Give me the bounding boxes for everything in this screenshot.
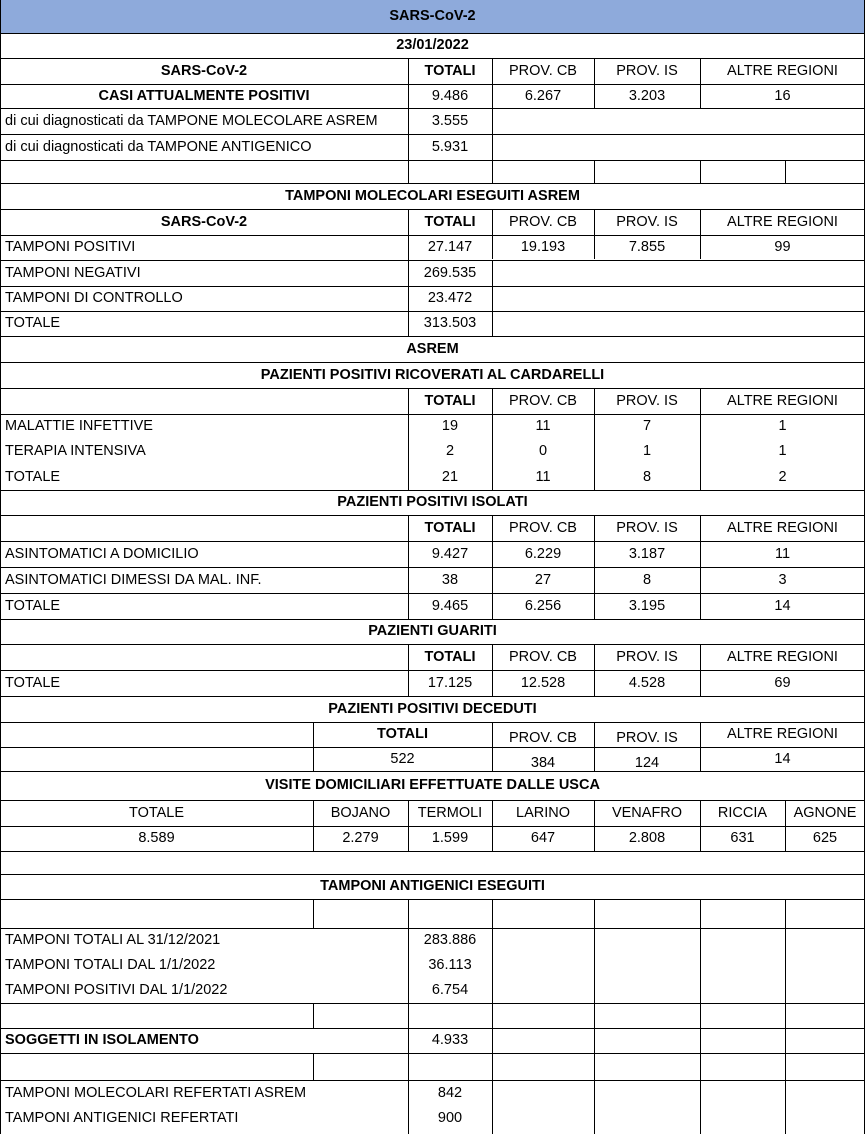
col-altre-regioni: ALTRE REGIONI xyxy=(727,519,838,536)
grid-line-h xyxy=(0,183,865,184)
col-prov-cb: PROV. CB xyxy=(509,62,577,79)
positivi-label: SARS-CoV-2 xyxy=(160,62,248,79)
grid-line-v xyxy=(700,209,701,259)
grid-line-h xyxy=(0,670,865,671)
col-prov-is: PROV. IS xyxy=(616,62,678,79)
grid-line-v xyxy=(313,800,314,851)
grid-line-h xyxy=(0,160,865,161)
table-row-label: ASINTOMATICI DIMESSI DA MAL. INF. xyxy=(5,571,262,588)
grid-line-h xyxy=(0,567,865,568)
grid-line-v xyxy=(492,899,493,1134)
table-cell: 17.125 xyxy=(427,674,473,691)
usca-header: LARINO xyxy=(516,804,570,821)
table-row-label: TAMPONI TOTALI DAL 1/1/2022 xyxy=(5,957,216,974)
grid-line-v xyxy=(594,209,595,259)
isolamento-value: 4.933 xyxy=(431,1032,469,1049)
table-cell: 99 xyxy=(774,239,791,256)
grid-line-h xyxy=(0,209,865,210)
col-prov-is: PROV. IS xyxy=(616,213,678,230)
col-totali: TOTALI xyxy=(424,519,476,536)
col-prov-cb: PROV. CB xyxy=(509,213,577,230)
grid-line-v xyxy=(700,722,701,771)
col-totali: TOTALI xyxy=(424,392,476,409)
table-cell: 3 xyxy=(778,571,787,588)
table-row-label: TOTALE xyxy=(5,674,61,691)
casi-positivi-label: CASI ATTUALMENTE POSITIVI xyxy=(98,87,310,104)
grid-line-v xyxy=(0,0,1,1134)
grid-line-v xyxy=(785,899,786,1134)
table-cell: 7.855 xyxy=(628,239,666,256)
grid-line-v xyxy=(492,800,493,851)
grid-line-v xyxy=(594,800,595,851)
grid-line-h xyxy=(0,235,865,236)
grid-line-h xyxy=(0,1028,865,1029)
grid-line-v xyxy=(785,160,786,183)
grid-line-h xyxy=(0,722,865,723)
grid-line-v xyxy=(492,58,493,160)
casi-altre: 16 xyxy=(774,87,791,104)
grid-line-v xyxy=(408,899,409,928)
table-row-label: TOTALE xyxy=(5,468,61,485)
grid-line-h xyxy=(0,874,865,875)
table-cell: 8 xyxy=(642,468,652,485)
table-cell: 27.147 xyxy=(427,239,473,256)
grid-line-h xyxy=(0,899,865,900)
grid-line-h xyxy=(0,619,865,620)
table-cell: 38 xyxy=(441,571,459,588)
grid-line-v xyxy=(492,722,493,771)
table-cell: 900 xyxy=(437,1110,463,1127)
grid-line-v xyxy=(594,899,595,1134)
table-row-label: TOTALE xyxy=(5,315,61,332)
casi-cb: 6.267 xyxy=(524,87,562,104)
grid-line-v xyxy=(700,160,701,183)
table-cell: 27 xyxy=(534,571,552,588)
report-date: 23/01/2022 xyxy=(396,37,469,54)
grid-line-h xyxy=(0,515,865,516)
grid-line-v xyxy=(785,800,786,851)
sheet-title: SARS-CoV-2 xyxy=(0,0,865,33)
asrem-heading: ASREM xyxy=(406,340,459,357)
table-cell: 3.195 xyxy=(628,597,666,614)
col-totali: TOTALI xyxy=(424,648,476,665)
table-cell: 4.528 xyxy=(628,674,666,691)
grid-line-h xyxy=(0,1080,865,1081)
grid-line-h xyxy=(0,696,865,697)
table-row-label: TAMPONI TOTALI AL 31/12/2021 xyxy=(5,932,221,949)
col-totali: TOTALI xyxy=(424,62,476,79)
grid-line-h xyxy=(0,747,865,748)
grid-line-v xyxy=(408,1003,409,1028)
grid-line-v xyxy=(408,1028,409,1053)
col-altre-regioni: ALTRE REGIONI xyxy=(727,648,838,665)
col-prov-cb: PROV. CB xyxy=(509,648,577,665)
grid-line-h xyxy=(0,336,865,337)
col-altre-regioni: ALTRE REGIONI xyxy=(727,392,838,409)
grid-line-v xyxy=(594,644,595,696)
table-cell: 269.535 xyxy=(423,264,477,281)
col-altre-regioni: ALTRE REGIONI xyxy=(727,726,838,743)
grid-line-h xyxy=(0,928,865,929)
col-prov-is: PROV. IS xyxy=(616,648,678,665)
deceduti-heading: PAZIENTI POSITIVI DECEDUTI xyxy=(328,700,537,717)
grid-line-v xyxy=(313,1053,314,1080)
grid-line-v xyxy=(492,209,493,259)
table-cell: 23.472 xyxy=(427,290,473,307)
usca-heading: VISITE DOMICILIARI EFFETTUATE DALLE USCA xyxy=(265,777,600,794)
table-cell: 7 xyxy=(642,418,652,435)
usca-value: 8.589 xyxy=(138,830,175,847)
grid-line-v xyxy=(313,899,314,928)
grid-line-v xyxy=(594,515,595,619)
col-totali: TOTALI xyxy=(424,213,476,230)
usca-value: 1.599 xyxy=(431,830,469,847)
isolamento-label: SOGGETTI IN ISOLAMENTO xyxy=(5,1032,199,1049)
col-prov-cb: PROV. CB xyxy=(509,730,577,747)
table-cell: 11 xyxy=(535,468,551,485)
table-cell: 19.193 xyxy=(520,239,566,256)
grid-line-h xyxy=(0,644,865,645)
usca-value: 647 xyxy=(530,830,556,847)
grid-line-h xyxy=(0,800,865,801)
col-prov-is: PROV. IS xyxy=(616,519,678,536)
isolati-heading: PAZIENTI POSITIVI ISOLATI xyxy=(337,494,528,511)
col-altre-regioni: ALTRE REGIONI xyxy=(727,213,838,230)
table-cell: 1 xyxy=(778,418,787,435)
usca-header: RICCIA xyxy=(717,804,768,821)
table-cell: 11 xyxy=(535,418,551,435)
usca-value: 2.808 xyxy=(628,830,666,847)
col-prov-is: PROV. IS xyxy=(616,392,678,409)
col-prov-cb: PROV. CB xyxy=(509,519,577,536)
table-cell: 6.229 xyxy=(524,545,562,562)
grid-line-v xyxy=(313,1003,314,1028)
grid-line-v xyxy=(313,722,314,771)
grid-line-v xyxy=(492,160,493,183)
col-totali: TOTALI xyxy=(376,726,428,743)
molecolari-label: SARS-CoV-2 xyxy=(160,213,248,230)
col-altre-regioni: ALTRE REGIONI xyxy=(727,62,838,79)
table-cell: 6.256 xyxy=(524,597,562,614)
grid-line-h xyxy=(0,108,865,109)
grid-line-h xyxy=(0,286,865,287)
grid-line-v xyxy=(408,209,409,336)
table-cell: 3.187 xyxy=(628,545,666,562)
col-prov-is: PROV. IS xyxy=(616,730,678,747)
grid-line-h xyxy=(0,260,865,261)
grid-line-v xyxy=(594,388,595,490)
table-cell: 9.427 xyxy=(431,545,469,562)
grid-line-h xyxy=(0,541,865,542)
table-cell: 1 xyxy=(642,443,652,460)
grid-line-v xyxy=(700,644,701,696)
grid-line-v xyxy=(594,722,595,771)
molecolare-label: di cui diagnosticati da TAMPONE MOLECOLARE ASREM xyxy=(5,112,378,129)
grid-line-h xyxy=(0,771,865,772)
grid-line-h xyxy=(0,490,865,491)
grid-line-h xyxy=(0,593,865,594)
table-row-label: MALATTIE INFETTIVE xyxy=(5,418,153,435)
grid-line-v xyxy=(408,388,409,490)
table-cell: 283.886 xyxy=(423,932,477,949)
usca-value: 631 xyxy=(730,830,755,847)
table-cell: 313.503 xyxy=(423,315,477,332)
grid-line-v xyxy=(492,644,493,696)
table-row-label: TAMPONI NEGATIVI xyxy=(5,264,141,281)
grid-line-v xyxy=(408,644,409,696)
table-row-label: TAMPONI MOLECOLARI REFERTATI ASREM xyxy=(5,1084,307,1101)
grid-line-h xyxy=(0,851,865,852)
usca-header: TERMOLI xyxy=(417,804,483,821)
table-cell: 8 xyxy=(642,571,652,588)
grid-line-v xyxy=(408,1053,409,1080)
grid-line-h xyxy=(0,134,865,135)
grid-line-h xyxy=(0,414,865,415)
table-cell: 842 xyxy=(437,1084,463,1101)
usca-header: VENAFRO xyxy=(611,804,683,821)
grid-line-v xyxy=(700,388,701,490)
table-cell: 36.113 xyxy=(428,957,472,974)
table-row-label: TAMPONI DI CONTROLLO xyxy=(5,290,183,307)
usca-header: TOTALE xyxy=(128,804,185,821)
col-prov-cb: PROV. CB xyxy=(509,392,577,409)
table-row-label: ASINTOMATICI A DOMICILIO xyxy=(5,545,199,562)
grid-line-v xyxy=(408,800,409,851)
grid-line-v xyxy=(492,260,493,336)
grid-line-v xyxy=(594,58,595,108)
grid-line-h xyxy=(0,362,865,363)
guariti-heading: PAZIENTI GUARITI xyxy=(368,623,497,640)
table-row-label: TERAPIA INTENSIVA xyxy=(5,443,146,460)
deceduti-is: 124 xyxy=(634,754,660,771)
molecolari-heading: TAMPONI MOLECOLARI ESEGUITI ASREM xyxy=(285,187,580,204)
grid-line-v xyxy=(408,108,409,160)
table-cell: 6.754 xyxy=(431,982,469,999)
grid-line-v xyxy=(700,899,701,1134)
grid-line-h xyxy=(0,311,865,312)
table-cell: 19 xyxy=(441,418,459,435)
table-cell: 0 xyxy=(538,443,548,460)
table-cell: 2 xyxy=(778,468,787,485)
table-row-label: TOTALE xyxy=(5,597,61,614)
casi-totali: 9.486 xyxy=(431,87,469,104)
table-row-label: TAMPONI POSITIVI DAL 1/1/2022 xyxy=(5,982,228,999)
usca-header: BOJANO xyxy=(330,804,391,821)
grid-line-v xyxy=(700,800,701,851)
table-row-label: TAMPONI POSITIVI xyxy=(5,239,136,256)
grid-line-h xyxy=(0,1003,865,1004)
deceduti-cb: 384 xyxy=(530,754,556,771)
molecolare-value: 3.555 xyxy=(431,112,469,129)
deceduti-totali: 522 xyxy=(390,750,415,767)
antigenico-value: 5.931 xyxy=(431,138,469,155)
usca-value: 625 xyxy=(812,830,838,847)
table-cell: 2 xyxy=(445,443,455,460)
usca-header: AGNONE xyxy=(793,804,857,821)
grid-line-v xyxy=(408,515,409,619)
table-cell: 1 xyxy=(778,443,787,460)
grid-line-h xyxy=(0,826,865,827)
deceduti-altre: 14 xyxy=(774,750,791,767)
grid-line-v xyxy=(700,58,701,108)
grid-line-h xyxy=(0,33,865,34)
grid-line-h xyxy=(0,58,865,59)
casi-is: 3.203 xyxy=(628,87,666,104)
table-cell: 69 xyxy=(774,674,791,691)
table-cell: 14 xyxy=(774,597,791,614)
grid-line-v xyxy=(594,160,595,183)
grid-line-v xyxy=(492,388,493,490)
table-cell: 12.528 xyxy=(520,674,566,691)
grid-line-h xyxy=(0,84,865,85)
table-cell: 9.465 xyxy=(431,597,469,614)
grid-line-v xyxy=(408,160,409,183)
antigenici-heading: TAMPONI ANTIGENICI ESEGUITI xyxy=(320,878,545,895)
grid-line-h xyxy=(0,388,865,389)
grid-line-h xyxy=(0,1053,865,1054)
table-cell: 11 xyxy=(774,545,791,562)
grid-line-v xyxy=(408,928,409,1003)
table-cell: 21 xyxy=(441,468,459,485)
usca-value: 2.279 xyxy=(342,830,379,847)
grid-line-v xyxy=(492,515,493,619)
ricoverati-heading: PAZIENTI POSITIVI RICOVERATI AL CARDARELLI xyxy=(260,366,605,383)
table-row-label: TAMPONI ANTIGENICI REFERTATI xyxy=(5,1110,239,1127)
antigenico-label: di cui diagnosticati da TAMPONE ANTIGENICO xyxy=(5,138,312,155)
grid-line-v xyxy=(700,515,701,619)
grid-line-v xyxy=(408,1080,409,1134)
